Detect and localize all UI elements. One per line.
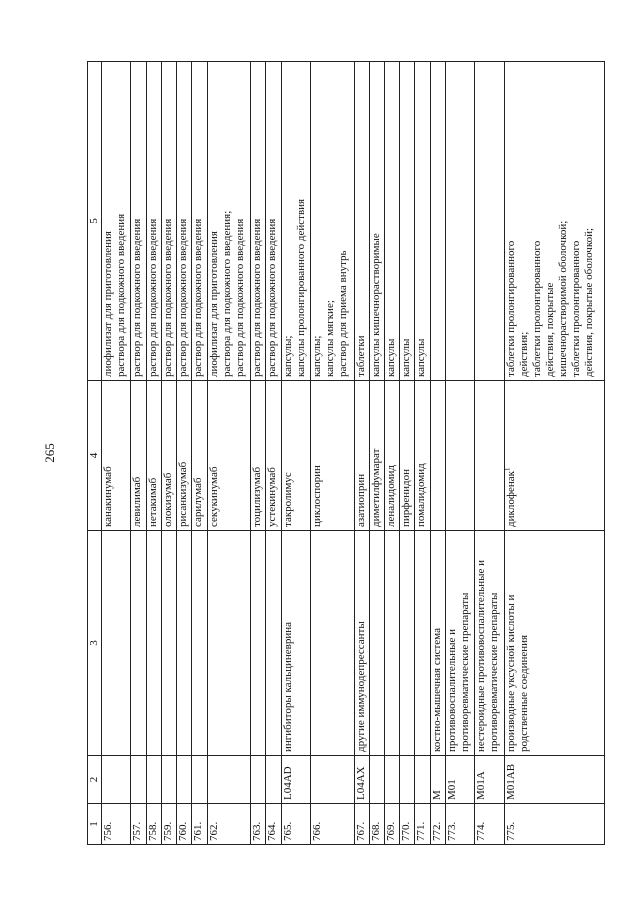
dosage-form-line: капсулы xyxy=(400,338,413,377)
atc-group xyxy=(310,531,354,756)
atc-code xyxy=(161,756,176,804)
row-number: 764. xyxy=(266,804,281,845)
footnote-mark: 1 xyxy=(503,467,512,472)
dosage-form-line: таблетки пролонгированного xyxy=(504,240,517,377)
drug-name-text: рисанкизумаб xyxy=(177,461,190,527)
atc-group: противовоспалительные и противоревматические препараты xyxy=(445,531,474,756)
dosage-forms xyxy=(445,62,474,381)
atc-group: нестероидные противовоспалительные и противоревматические препараты xyxy=(475,531,504,756)
table-row xyxy=(310,62,354,845)
row-number: 769. xyxy=(384,804,399,845)
dosage-form-line: действия; xyxy=(517,331,530,377)
dosage-form-line: раствор для приема внутрь xyxy=(336,250,349,377)
drug-name xyxy=(430,381,445,531)
dosage-forms xyxy=(475,62,504,381)
atc-group xyxy=(415,531,430,756)
table-row xyxy=(207,62,251,845)
atc-code xyxy=(415,756,430,804)
table-row xyxy=(415,62,430,845)
row-number: 765. xyxy=(281,804,310,845)
row-number: 759. xyxy=(161,804,176,845)
drug-name xyxy=(369,381,384,531)
dosage-form-line: раствор для подкожного введения xyxy=(233,218,246,377)
drug-name xyxy=(161,381,176,531)
drug-name-text: диклофенак xyxy=(504,471,517,527)
drug-name xyxy=(177,381,192,531)
dosage-form-line: действия, покрытые xyxy=(543,282,556,377)
drug-name-text: олокизумаб xyxy=(161,472,174,527)
drug-name-text: левилимаб xyxy=(131,476,144,527)
table-row xyxy=(161,62,176,845)
table-row xyxy=(102,62,131,845)
atc-group xyxy=(102,531,131,756)
drug-name-text: леналидомид xyxy=(384,465,397,527)
atc-group xyxy=(177,531,192,756)
header-col-4: 4 xyxy=(88,381,102,531)
atc-group xyxy=(400,531,415,756)
drug-name-text: азатиоприн xyxy=(354,473,367,527)
drug-list-table-area xyxy=(87,62,605,845)
atc-code xyxy=(146,756,161,804)
header-col-5: 5 xyxy=(88,62,102,381)
table-row xyxy=(146,62,161,845)
table-row xyxy=(504,62,604,845)
atc-code xyxy=(192,756,207,804)
dosage-form-line: раствор для подкожного введения xyxy=(131,218,144,377)
drug-name-text: секукинумаб xyxy=(207,466,220,527)
dosage-form-line: капсулы мягкие; xyxy=(323,300,336,377)
row-number: 767. xyxy=(354,804,369,845)
dosage-form-line: раствор для подкожного введения xyxy=(146,218,159,377)
atc-code: M01AB xyxy=(504,756,604,804)
dosage-forms xyxy=(281,62,310,381)
atc-group xyxy=(192,531,207,756)
table-row xyxy=(475,62,504,845)
atc-code: L04AD xyxy=(281,756,310,804)
row-number: 768. xyxy=(369,804,384,845)
atc-code xyxy=(369,756,384,804)
atc-code: L04AX xyxy=(354,756,369,804)
dosage-forms xyxy=(354,62,369,381)
page-number: 265 xyxy=(42,443,57,463)
drug-name xyxy=(207,381,251,531)
atc-code xyxy=(310,756,354,804)
drug-list-table xyxy=(87,61,605,845)
dosage-form-line: лиофилизат для приготовления xyxy=(207,231,220,377)
drug-name xyxy=(131,381,146,531)
row-number: 770. xyxy=(400,804,415,845)
drug-name-text: устекинумаб xyxy=(266,467,279,527)
row-number: 763. xyxy=(251,804,266,845)
atc-group xyxy=(146,531,161,756)
dosage-forms xyxy=(266,62,281,381)
atc-code: M01A xyxy=(475,756,504,804)
atc-code xyxy=(177,756,192,804)
dosage-forms xyxy=(131,62,146,381)
dosage-form-line: раствора для подкожного введения xyxy=(115,213,127,377)
table-row xyxy=(430,62,445,845)
dosage-form-line: капсулы; xyxy=(310,335,323,377)
table-row xyxy=(400,62,415,845)
dosage-form-line: капсулы кишечнорастворимые xyxy=(369,233,382,377)
dosage-forms xyxy=(146,62,161,381)
header-col-3: 3 xyxy=(88,531,102,756)
dosage-form-line: таблетки xyxy=(354,335,367,377)
dosage-forms xyxy=(207,62,251,381)
atc-code: M01 xyxy=(445,756,474,804)
atc-group xyxy=(207,531,251,756)
dosage-form-line: раствора для подкожного введения; xyxy=(220,210,233,377)
drug-name-text: циклоспорин xyxy=(310,465,323,527)
atc-code: M xyxy=(430,756,445,804)
row-number: 760. xyxy=(177,804,192,845)
atc-code xyxy=(207,756,251,804)
atc-group: другие иммунодепрессанты xyxy=(354,531,369,756)
dosage-forms xyxy=(400,62,415,381)
table-row xyxy=(177,62,192,845)
dosage-forms xyxy=(384,62,399,381)
atc-code xyxy=(102,756,131,804)
row-number: 771. xyxy=(415,804,430,845)
atc-code xyxy=(131,756,146,804)
table-header-row xyxy=(88,62,102,845)
row-number: 766. xyxy=(310,804,354,845)
atc-group xyxy=(251,531,266,756)
drug-name xyxy=(310,381,354,531)
atc-code xyxy=(400,756,415,804)
atc-code xyxy=(251,756,266,804)
drug-name xyxy=(504,381,604,531)
dosage-form-line: лиофилизат для приготовления xyxy=(102,231,114,377)
atc-group xyxy=(266,531,281,756)
drug-name xyxy=(102,381,131,531)
dosage-forms xyxy=(369,62,384,381)
drug-name-text: сарилумаб xyxy=(192,477,205,527)
dosage-form-line: капсулы xyxy=(384,338,397,377)
table-row xyxy=(354,62,369,845)
drug-name xyxy=(384,381,399,531)
drug-name xyxy=(266,381,281,531)
table-row xyxy=(192,62,207,845)
table-row xyxy=(266,62,281,845)
dosage-forms xyxy=(161,62,176,381)
row-number: 774. xyxy=(475,804,504,845)
atc-group: производные уксусной кислоты и родственные соединения xyxy=(504,531,604,756)
atc-group: костно-мышечная система xyxy=(430,531,445,756)
dosage-form-line: действия, покрытые оболочкой; xyxy=(582,227,595,377)
dosage-form-line: капсулы; xyxy=(281,335,294,377)
table-row xyxy=(384,62,399,845)
drug-name xyxy=(354,381,369,531)
header-col-2: 2 xyxy=(88,756,102,804)
atc-group xyxy=(369,531,384,756)
drug-name xyxy=(146,381,161,531)
atc-code xyxy=(266,756,281,804)
dosage-forms xyxy=(251,62,266,381)
dosage-form-line: раствор для подкожного введения xyxy=(161,218,174,377)
table-row xyxy=(369,62,384,845)
table-row xyxy=(445,62,474,845)
atc-group xyxy=(384,531,399,756)
row-number: 775. xyxy=(504,804,604,845)
dosage-form-line: таблетки пролонгированного xyxy=(530,240,543,377)
row-number: 772. xyxy=(430,804,445,845)
atc-group: ингибиторы кальциневрина xyxy=(281,531,310,756)
atc-group xyxy=(131,531,146,756)
drug-name xyxy=(251,381,266,531)
dosage-forms xyxy=(504,62,604,381)
drug-name-text: канакинумаб xyxy=(102,466,114,527)
atc-code xyxy=(384,756,399,804)
drug-name-text: диметилфумарат xyxy=(369,448,382,527)
drug-name-text: такролимус xyxy=(281,472,294,527)
dosage-form-line: раствор для подкожного введения xyxy=(192,218,205,377)
dosage-form-line: таблетки пролонгированного xyxy=(569,240,582,377)
dosage-form-line: раствор для подкожного введения xyxy=(251,218,264,377)
atc-group xyxy=(161,531,176,756)
dosage-form-line: капсулы пролонгированного действия xyxy=(294,198,307,377)
drug-name xyxy=(475,381,504,531)
row-number: 761. xyxy=(192,804,207,845)
row-number: 773. xyxy=(445,804,474,845)
dosage-forms xyxy=(177,62,192,381)
header-col-1: 1 xyxy=(88,804,102,845)
dosage-forms xyxy=(192,62,207,381)
dosage-form-line: капсулы xyxy=(415,338,428,377)
dosage-forms xyxy=(430,62,445,381)
drug-name xyxy=(281,381,310,531)
row-number: 758. xyxy=(146,804,161,845)
dosage-forms xyxy=(102,62,131,381)
row-number: 757. xyxy=(131,804,146,845)
table-row xyxy=(281,62,310,845)
drug-name-text: помалидомид xyxy=(415,463,428,527)
row-number: 756. xyxy=(102,804,131,845)
dosage-form-line: раствор для подкожного введения xyxy=(177,218,190,377)
table-row xyxy=(251,62,266,845)
drug-name-text: пирфенидон xyxy=(400,468,413,527)
drug-name-text: тоцилизумаб xyxy=(251,466,264,527)
dosage-form-line: раствор для подкожного введения xyxy=(266,218,279,377)
drug-name xyxy=(192,381,207,531)
drug-name xyxy=(400,381,415,531)
table-row xyxy=(131,62,146,845)
dosage-form-line: кишечнорастворимой оболочкой; xyxy=(556,220,569,377)
drug-name-text: нетакимаб xyxy=(146,477,159,527)
dosage-forms xyxy=(310,62,354,381)
dosage-forms xyxy=(415,62,430,381)
row-number: 762. xyxy=(207,804,251,845)
drug-name xyxy=(415,381,430,531)
drug-name xyxy=(445,381,474,531)
